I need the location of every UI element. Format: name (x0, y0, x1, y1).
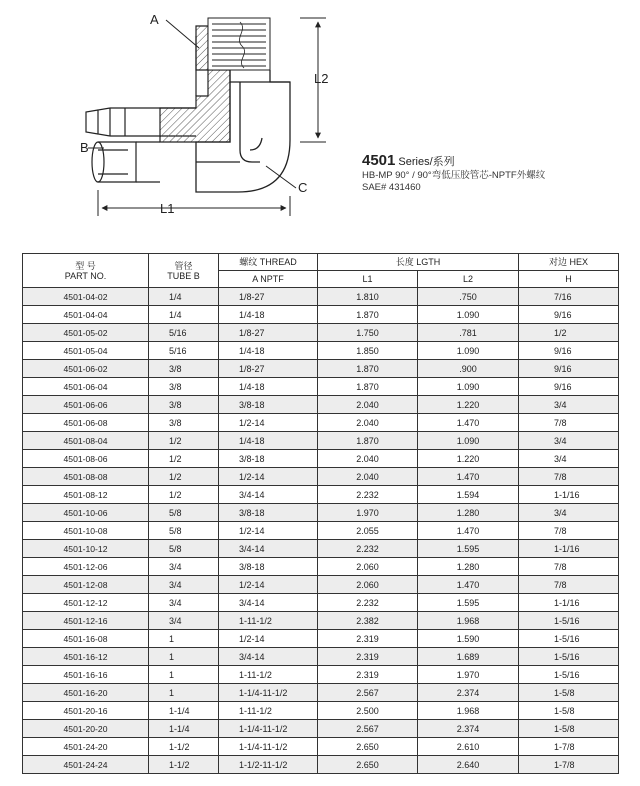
cell-part-no: 4501-12-16 (23, 612, 149, 630)
cell-thread: 1/4-18 (219, 432, 318, 450)
cell-thread: 3/8-18 (219, 396, 318, 414)
table-row (23, 504, 619, 522)
cell-part-no: 4501-06-08 (23, 414, 149, 432)
cell-l2: 1.220 (418, 450, 519, 468)
cell-l2: 1.595 (418, 540, 519, 558)
cell-thread: 3/8-18 (219, 450, 318, 468)
cell-part-no: 4501-12-06 (23, 558, 149, 576)
series-description: HB-MP 90° / 90°弯低压胶管芯-NPTF外螺纹 (362, 170, 546, 181)
series-sae: SAE# 431460 (362, 182, 421, 193)
cell-hex: 1-7/8 (519, 738, 619, 756)
table-row (23, 396, 619, 414)
table-row (23, 378, 619, 396)
cell-tube: 5/16 (149, 342, 219, 360)
cell-l1: 1.870 (318, 360, 418, 378)
cell-tube: 3/4 (149, 558, 219, 576)
table-row (23, 720, 619, 738)
table-row (23, 666, 619, 684)
cell-l1: 2.319 (318, 666, 418, 684)
cell-hex: 1-1/16 (519, 594, 619, 612)
table-row (23, 306, 619, 324)
table-row (23, 612, 619, 630)
cell-l1: 2.232 (318, 540, 418, 558)
cell-l1: 2.060 (318, 576, 418, 594)
cell-thread: 3/8-18 (219, 558, 318, 576)
cell-tube: 1 (149, 630, 219, 648)
table-row (23, 576, 619, 594)
cell-l2: 1.594 (418, 486, 519, 504)
table-row (23, 414, 619, 432)
cell-tube: 1-1/2 (149, 738, 219, 756)
header-tube: 管径 TUBE B (149, 254, 219, 288)
cell-l2: 1.280 (418, 504, 519, 522)
table-row (23, 468, 619, 486)
header-l2: L2 (418, 271, 519, 288)
cell-tube: 1/2 (149, 468, 219, 486)
table-row (23, 522, 619, 540)
cell-thread: 1-11-1/2 (219, 702, 318, 720)
cell-thread: 1/8-27 (219, 360, 318, 378)
cell-tube: 1-1/2 (149, 756, 219, 774)
fitting-drawing (70, 5, 360, 220)
table-row (23, 360, 619, 378)
cell-l2: 1.595 (418, 594, 519, 612)
cell-l1: 2.650 (318, 738, 418, 756)
cell-part-no: 4501-10-06 (23, 504, 149, 522)
cell-l2: 1.968 (418, 702, 519, 720)
cell-l1: 1.870 (318, 432, 418, 450)
threaded-end (208, 18, 270, 70)
cell-part-no: 4501-24-20 (23, 738, 149, 756)
cell-thread: 1/4-18 (219, 306, 318, 324)
cell-part-no: 4501-05-04 (23, 342, 149, 360)
cell-l2: 1.470 (418, 414, 519, 432)
cell-l1: 2.055 (318, 522, 418, 540)
table-row (23, 648, 619, 666)
cell-l1: 2.567 (318, 684, 418, 702)
cell-l1: 2.232 (318, 594, 418, 612)
cell-tube: 1 (149, 666, 219, 684)
cell-part-no: 4501-16-16 (23, 666, 149, 684)
cell-l2: 1.090 (418, 342, 519, 360)
cell-l2: 1.090 (418, 378, 519, 396)
header-thread-sub: A NPTF (219, 271, 318, 288)
cell-hex: 1/2 (519, 324, 619, 342)
cell-tube: 1 (149, 648, 219, 666)
cell-l2: 1.968 (418, 612, 519, 630)
cell-part-no: 4501-24-24 (23, 756, 149, 774)
cell-l2: 1.470 (418, 468, 519, 486)
cell-part-no: 4501-08-12 (23, 486, 149, 504)
cell-hex: 9/16 (519, 378, 619, 396)
cell-thread: 1-1/4-11-1/2 (219, 720, 318, 738)
cell-tube: 5/8 (149, 540, 219, 558)
cell-l2: .900 (418, 360, 519, 378)
table-row (23, 684, 619, 702)
cell-hex: 1-5/8 (519, 684, 619, 702)
cell-part-no: 4501-10-08 (23, 522, 149, 540)
cell-tube: 3/8 (149, 414, 219, 432)
cell-tube: 3/8 (149, 396, 219, 414)
table-row (23, 486, 619, 504)
cell-hex: 3/4 (519, 504, 619, 522)
cell-part-no: 4501-16-20 (23, 684, 149, 702)
cell-hex: 1-5/8 (519, 702, 619, 720)
label-l1: L1 (160, 201, 175, 216)
cell-thread: 1/2-14 (219, 522, 318, 540)
cell-part-no: 4501-10-12 (23, 540, 149, 558)
cell-tube: 5/8 (149, 522, 219, 540)
cell-l1: 2.040 (318, 396, 418, 414)
cell-l2: 2.640 (418, 756, 519, 774)
cell-l1: 2.500 (318, 702, 418, 720)
cell-l2: .750 (418, 288, 519, 306)
table-row (23, 630, 619, 648)
cell-l2: 2.374 (418, 720, 519, 738)
cell-l1: 1.750 (318, 324, 418, 342)
cell-tube: 5/16 (149, 324, 219, 342)
series-title (362, 153, 632, 170)
cell-tube: 5/8 (149, 504, 219, 522)
cell-l1: 1.810 (318, 288, 418, 306)
cell-part-no: 4501-16-12 (23, 648, 149, 666)
cell-tube: 1 (149, 684, 219, 702)
header-l1: L1 (318, 271, 418, 288)
table-row (23, 450, 619, 468)
table-row (23, 738, 619, 756)
series-suffix: Series/系列 (395, 156, 455, 168)
cell-thread: 1/8-27 (219, 288, 318, 306)
cell-l2: 1.689 (418, 648, 519, 666)
label-b: B (80, 140, 89, 155)
cell-l2: 1.090 (418, 306, 519, 324)
cell-part-no: 4501-20-20 (23, 720, 149, 738)
cell-l2: 2.610 (418, 738, 519, 756)
cell-thread: 3/4-14 (219, 486, 318, 504)
cell-hex: 3/4 (519, 450, 619, 468)
cell-l1: 1.870 (318, 306, 418, 324)
cell-tube: 3/8 (149, 378, 219, 396)
series-number: 4501 (362, 152, 396, 169)
cell-thread: 1-1/4-11-1/2 (219, 738, 318, 756)
series-info (362, 153, 632, 194)
cell-tube: 3/8 (149, 360, 219, 378)
table-row (23, 432, 619, 450)
cell-l2: .781 (418, 324, 519, 342)
cell-l1: 1.970 (318, 504, 418, 522)
cell-thread: 3/4-14 (219, 648, 318, 666)
cell-thread: 3/4-14 (219, 594, 318, 612)
label-c: C (298, 180, 308, 195)
cell-part-no: 4501-08-08 (23, 468, 149, 486)
cell-hex: 7/8 (519, 576, 619, 594)
cell-hex: 1-5/16 (519, 648, 619, 666)
cell-part-no: 4501-16-08 (23, 630, 149, 648)
cell-l2: 1.970 (418, 666, 519, 684)
table-row (23, 702, 619, 720)
cell-l1: 1.850 (318, 342, 418, 360)
cell-l1: 2.319 (318, 648, 418, 666)
cell-thread: 1/2-14 (219, 630, 318, 648)
cell-tube: 3/4 (149, 576, 219, 594)
cell-tube: 1/2 (149, 432, 219, 450)
cell-part-no: 4501-06-04 (23, 378, 149, 396)
cell-hex: 1-5/16 (519, 666, 619, 684)
cell-hex: 1-1/16 (519, 540, 619, 558)
cell-hex: 9/16 (519, 306, 619, 324)
cell-hex: 9/16 (519, 360, 619, 378)
table-row (23, 558, 619, 576)
cell-thread: 1/4-18 (219, 342, 318, 360)
label-l2: L2 (314, 71, 329, 86)
cell-tube: 1-1/4 (149, 702, 219, 720)
cell-thread: 3/4-14 (219, 540, 318, 558)
header-hex-sub: H (519, 271, 619, 288)
spec-table-body (23, 288, 619, 774)
cell-thread: 1-1/4-11-1/2 (219, 684, 318, 702)
cell-hex: 9/16 (519, 342, 619, 360)
header-length: 长度 LGTH (318, 254, 519, 271)
cell-hex: 1-5/16 (519, 612, 619, 630)
spec-table (22, 253, 619, 774)
table-row (23, 324, 619, 342)
table-row (23, 540, 619, 558)
cell-part-no: 4501-06-06 (23, 396, 149, 414)
cell-thread: 1-11-1/2 (219, 666, 318, 684)
cell-l2: 1.470 (418, 576, 519, 594)
cell-part-no: 4501-04-02 (23, 288, 149, 306)
cell-l1: 2.040 (318, 450, 418, 468)
cell-hex: 3/4 (519, 396, 619, 414)
cell-l1: 2.319 (318, 630, 418, 648)
cell-l2: 1.280 (418, 558, 519, 576)
cell-part-no: 4501-12-08 (23, 576, 149, 594)
cell-hex: 1-7/8 (519, 756, 619, 774)
cell-l1: 2.650 (318, 756, 418, 774)
cell-thread: 1/8-27 (219, 324, 318, 342)
table-row (23, 342, 619, 360)
cell-l1: 1.870 (318, 378, 418, 396)
cell-l1: 2.060 (318, 558, 418, 576)
cell-hex: 1-1/16 (519, 486, 619, 504)
cell-tube: 1-1/4 (149, 720, 219, 738)
header-thread: 螺纹 THREAD (219, 254, 318, 271)
cell-l1: 2.040 (318, 468, 418, 486)
cell-hex: 1-5/16 (519, 630, 619, 648)
cell-l1: 2.382 (318, 612, 418, 630)
cell-l2: 2.374 (418, 684, 519, 702)
cell-part-no: 4501-08-04 (23, 432, 149, 450)
cell-l2: 1.470 (418, 522, 519, 540)
cell-hex: 7/8 (519, 414, 619, 432)
cell-tube: 3/4 (149, 612, 219, 630)
cell-thread: 3/8-18 (219, 504, 318, 522)
cell-part-no: 4501-08-06 (23, 450, 149, 468)
cell-tube: 1/2 (149, 486, 219, 504)
cell-l1: 2.232 (318, 486, 418, 504)
cell-tube: 1/2 (149, 450, 219, 468)
cell-thread: 1/2-14 (219, 414, 318, 432)
cell-tube: 1/4 (149, 288, 219, 306)
cell-tube: 3/4 (149, 594, 219, 612)
cell-part-no: 4501-12-12 (23, 594, 149, 612)
cell-part-no: 4501-05-02 (23, 324, 149, 342)
cell-part-no: 4501-20-16 (23, 702, 149, 720)
cell-hex: 7/16 (519, 288, 619, 306)
cell-l2: 1.590 (418, 630, 519, 648)
cell-part-no: 4501-04-04 (23, 306, 149, 324)
table-row (23, 756, 619, 774)
cell-thread: 1/4-18 (219, 378, 318, 396)
label-a: A (150, 12, 159, 27)
cell-l1: 2.567 (318, 720, 418, 738)
cell-l2: 1.220 (418, 396, 519, 414)
cell-thread: 1-11-1/2 (219, 612, 318, 630)
header-hex: 对边 HEX (519, 254, 619, 271)
cell-hex: 7/8 (519, 558, 619, 576)
cell-hex: 3/4 (519, 432, 619, 450)
header-part: 型 号 PART NO. (23, 254, 149, 288)
cell-l2: 1.090 (418, 432, 519, 450)
table-row (23, 594, 619, 612)
cell-hex: 7/8 (519, 522, 619, 540)
cell-l1: 2.040 (318, 414, 418, 432)
cell-part-no: 4501-06-02 (23, 360, 149, 378)
cell-hex: 1-5/8 (519, 720, 619, 738)
cell-hex: 7/8 (519, 468, 619, 486)
cell-tube: 1/4 (149, 306, 219, 324)
cell-thread: 1/2-14 (219, 468, 318, 486)
cell-thread: 1-1/2-11-1/2 (219, 756, 318, 774)
table-row (23, 288, 619, 306)
cell-thread: 1/2-14 (219, 576, 318, 594)
